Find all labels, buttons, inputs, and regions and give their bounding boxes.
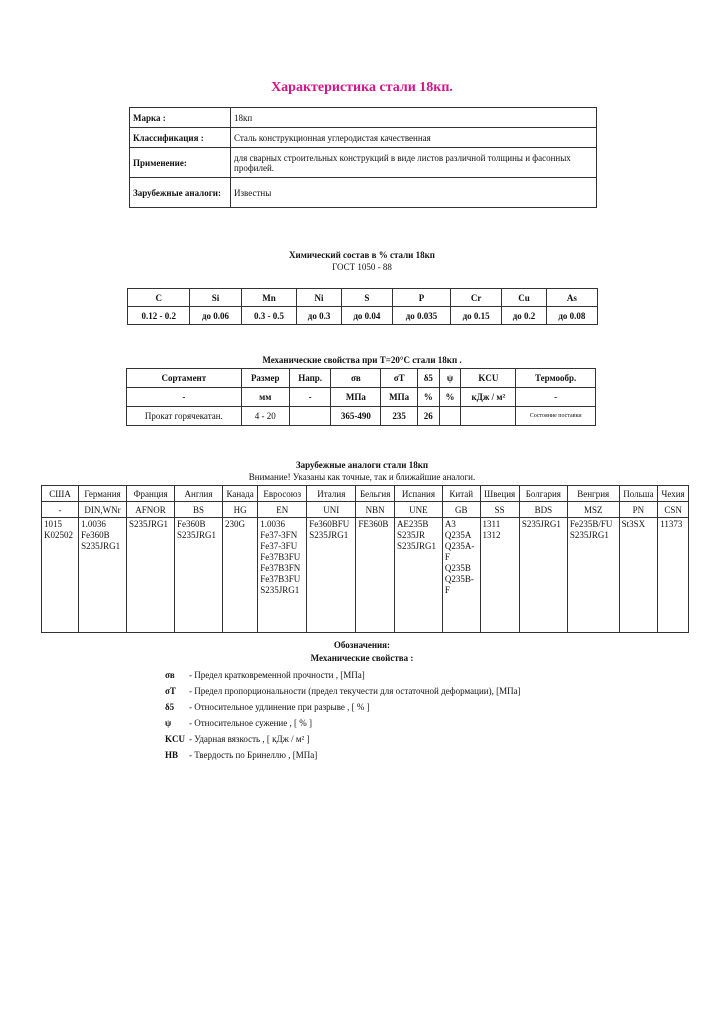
analog-country-cell: Франция (127, 486, 175, 502)
chem-value-cell: до 0.08 (546, 307, 597, 325)
legend-title: Обозначения: (333, 640, 391, 650)
legend-description: - Относительное удлинение при разрыве , [ % ] (189, 702, 370, 712)
analog-standard-cell: PN (619, 502, 658, 518)
analog-grade-cell: Fe360B S235JRG1 (175, 518, 223, 633)
mech-unit-cell: мм (241, 388, 289, 407)
analog-country-cell: Англия (175, 486, 223, 502)
analog-grade-cell: 1.0036 Fe360B S235JRG1 (79, 518, 127, 633)
mech-data-cell (439, 407, 461, 426)
table-row (130, 178, 597, 208)
chem-header-cell: Mn (241, 289, 297, 307)
analogs-standard-row (42, 502, 689, 518)
chem-header-cell: As (546, 289, 597, 307)
analogs-grade-row (42, 518, 689, 633)
mech-data-cell: Прокат горячекатан. (127, 407, 242, 426)
analog-grade-cell: FE360B (356, 518, 395, 633)
chem-header-cell: Ni (297, 289, 341, 307)
legend-description: - Предел кратковременной прочности , [МПа] (189, 670, 365, 680)
analog-standard-cell: GB (442, 502, 480, 518)
chem-value-cell: 0.12 - 0.2 (128, 307, 190, 325)
info-key: Зарубежные аналоги: (130, 178, 231, 208)
analog-grade-cell: S235JRG1 (127, 518, 175, 633)
legend-item (165, 718, 565, 728)
mech-unit-cell: % (417, 388, 439, 407)
mech-table (126, 368, 596, 426)
chem-header-cell: Cr (451, 289, 502, 307)
analog-standard-cell: NBN (356, 502, 395, 518)
analog-country-cell: Италия (307, 486, 356, 502)
analog-grade-cell: 11373 (658, 518, 689, 633)
analog-grade-cell: 1311 1312 (480, 518, 519, 633)
legend-description: - Предел пропорциональности (предел текучести для остаточной деформации), [МПа] (189, 686, 521, 696)
mech-unit-cell: кДж / м² (461, 388, 516, 407)
mech-title: Механические свойства при Т=20°C стали 18кп . (262, 355, 462, 365)
analog-grade-cell: 1015 K02502 (42, 518, 79, 633)
legend-item (165, 702, 565, 712)
mech-header-cell: σT (381, 369, 417, 388)
analog-grade-cell: 230G (223, 518, 258, 633)
analog-grade-cell: 1.0036 Fe37-3FN Fe37-3FU Fe37B3FU Fe37B3FN Fe37B3FU S235JRG1 (258, 518, 307, 633)
analog-standard-cell: BS (175, 502, 223, 518)
analog-country-cell: США (42, 486, 79, 502)
chem-header-cell: Cu (502, 289, 546, 307)
analog-country-cell: Польша (619, 486, 658, 502)
legend-description: - Относительное сужение , [ % ] (189, 718, 312, 728)
analog-grade-cell: Fe235B/FU S235JRG1 (567, 518, 619, 633)
info-table (129, 107, 597, 208)
info-value: 18кп (231, 108, 597, 128)
mech-unit-cell: - (516, 388, 596, 407)
mech-header-cell: Термообр. (516, 369, 596, 388)
analog-grade-cell: A3 Q235A Q235A- F Q235B Q235B- F (442, 518, 480, 633)
mech-header-cell: Сортамент (127, 369, 242, 388)
mech-header-cell: δ5 (417, 369, 439, 388)
mech-data-row (127, 407, 596, 426)
chem-value-cell: 0.3 - 0.5 (241, 307, 297, 325)
analog-grade-cell: AE235B S235JR S235JRG1 (394, 518, 442, 633)
chem-header-cell: C (128, 289, 190, 307)
mech-data-cell: 365-490 (331, 407, 381, 426)
table-row (130, 108, 597, 128)
mech-header-cell: KCU (461, 369, 516, 388)
legend-symbol: σT (165, 686, 176, 696)
chem-value-cell: до 0.3 (297, 307, 341, 325)
table-row (130, 148, 597, 178)
mech-data-cell (461, 407, 516, 426)
chem-value-row (128, 307, 598, 325)
info-key: Марка : (130, 108, 231, 128)
analog-country-cell: Испания (394, 486, 442, 502)
analog-standard-cell: UNI (307, 502, 356, 518)
analog-standard-cell: - (42, 502, 79, 518)
mech-units-row (127, 388, 596, 407)
info-key: Классификация : (130, 128, 231, 148)
legend-symbol: σв (165, 670, 175, 680)
analog-country-cell: Чехия (658, 486, 689, 502)
legend-item (165, 750, 565, 760)
legend-item (165, 686, 565, 696)
chem-title: Химический состав в % стали 18кп (289, 250, 435, 260)
legend-item (165, 670, 565, 680)
analog-standard-cell: CSN (658, 502, 689, 518)
analog-standard-cell: EN (258, 502, 307, 518)
analog-country-cell: Германия (79, 486, 127, 502)
chem-table (127, 288, 598, 325)
page-title: Характеристика стали 18кп. (271, 80, 453, 95)
analog-grade-cell: Fe360BFU S235JRG1 (307, 518, 356, 633)
legend-description: - Ударная вязкость , [ кДж / м² ] (189, 734, 310, 744)
analog-standard-cell: BDS (519, 502, 567, 518)
mech-header-cell: Напр. (289, 369, 331, 388)
mech-unit-cell: - (289, 388, 331, 407)
analog-standard-cell: MSZ (567, 502, 619, 518)
mech-header-row (127, 369, 596, 388)
mech-unit-cell: МПа (331, 388, 381, 407)
chem-header-cell: Si (190, 289, 241, 307)
analog-grade-cell: S235JRG1 (519, 518, 567, 633)
mech-unit-cell: МПа (381, 388, 417, 407)
mech-header-cell: Размер (241, 369, 289, 388)
mech-header-cell: ψ (439, 369, 461, 388)
mech-header-cell: σв (331, 369, 381, 388)
analogs-note: Внимание! Указаны как точные, так и ближайшие аналоги. (248, 472, 476, 482)
analog-grade-cell: St3SX (619, 518, 658, 633)
analog-country-cell: Болгария (519, 486, 567, 502)
analog-standard-cell: DIN,WNr (79, 502, 127, 518)
chem-value-cell: до 0.2 (502, 307, 546, 325)
chem-header-cell: P (393, 289, 451, 307)
mech-data-cell (289, 407, 331, 426)
chem-standard: ГОСТ 1050 - 88 (332, 262, 392, 272)
mech-data-cell: 26 (417, 407, 439, 426)
mech-data-cell: 4 - 20 (241, 407, 289, 426)
analog-country-cell: Китай (442, 486, 480, 502)
analog-country-cell: Евросоюз (258, 486, 307, 502)
chem-header-row (128, 289, 598, 307)
info-value: для сварных строительных конструкций в виде листов различной толщины и фасонных профилей. (231, 148, 597, 178)
chem-value-cell: до 0.06 (190, 307, 241, 325)
analog-country-cell: Бельгия (356, 486, 395, 502)
legend-symbol: ψ (165, 718, 172, 728)
legend-item (165, 734, 565, 744)
chem-header-cell: S (341, 289, 392, 307)
legend-symbol: δ5 (165, 702, 175, 712)
analog-standard-cell: SS (480, 502, 519, 518)
mech-unit-cell: % (439, 388, 461, 407)
legend-symbol: KCU (165, 734, 185, 744)
analog-standard-cell: UNE (394, 502, 442, 518)
chem-value-cell: до 0.04 (341, 307, 392, 325)
legend-list (165, 670, 565, 766)
mech-unit-cell: - (127, 388, 242, 407)
analogs-country-row (42, 486, 689, 502)
info-value: Сталь конструкционная углеродистая качественная (231, 128, 597, 148)
legend-description: - Твердость по Бринеллю , [МПа] (189, 750, 318, 760)
analog-country-cell: Венгрия (567, 486, 619, 502)
chem-value-cell: до 0.035 (393, 307, 451, 325)
mech-data-cell: Состояние поставки (516, 407, 596, 426)
analogs-table (41, 485, 689, 633)
legend-symbol: HB (165, 750, 179, 760)
analog-standard-cell: HG (223, 502, 258, 518)
analog-standard-cell: AFNOR (127, 502, 175, 518)
legend-subtitle: Механические свойства : (310, 653, 414, 663)
analogs-title: Зарубежные аналоги стали 18кп (295, 460, 429, 470)
table-row (130, 128, 597, 148)
mech-data-cell: 235 (381, 407, 417, 426)
chem-value-cell: до 0.15 (451, 307, 502, 325)
analog-country-cell: Швеция (480, 486, 519, 502)
info-value: Известны (231, 178, 597, 208)
info-key: Применение: (130, 148, 231, 178)
analog-country-cell: Канада (223, 486, 258, 502)
